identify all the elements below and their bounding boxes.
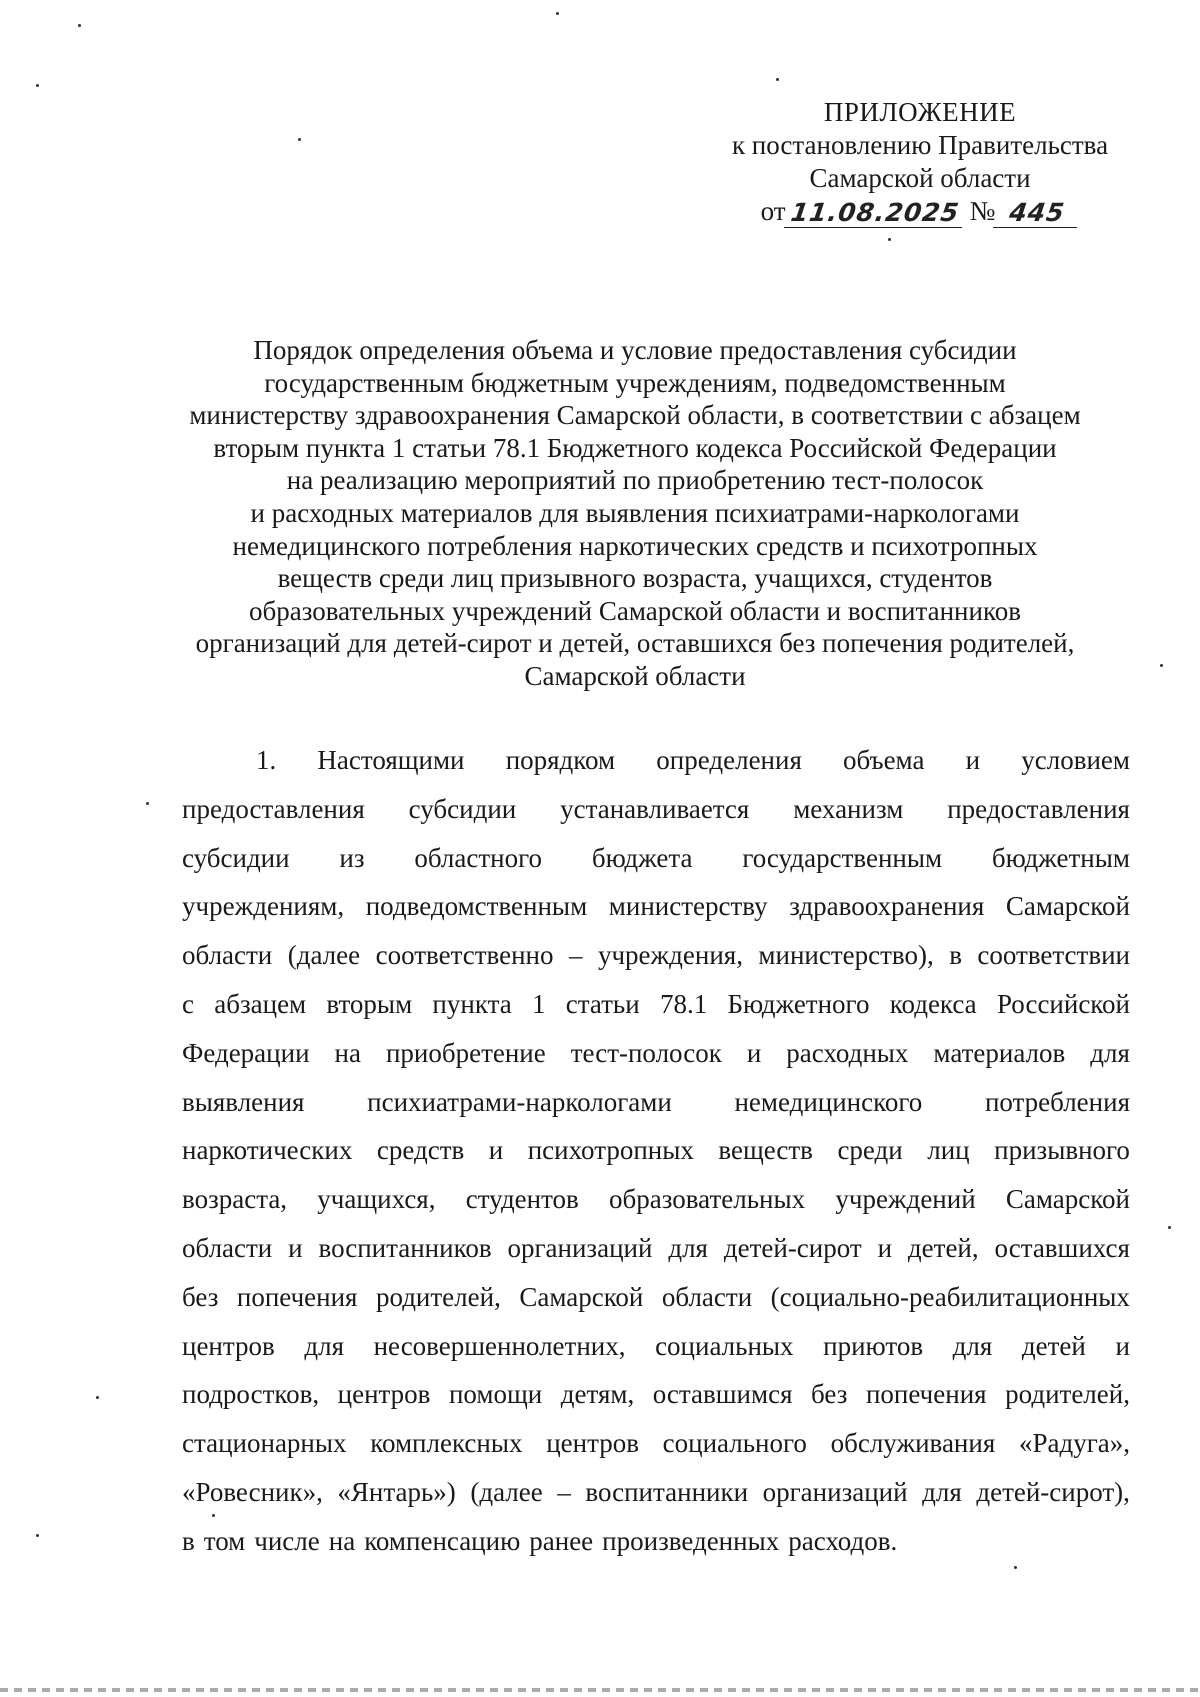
handwritten-number: 445	[993, 199, 1081, 228]
body-line	[182, 834, 1130, 883]
body-word: на	[328, 1525, 356, 1556]
body-word: центров	[182, 1330, 275, 1361]
body-word: социальных	[655, 1330, 794, 1361]
body-paragraph	[182, 736, 1130, 1566]
body-word: в	[182, 1525, 195, 1556]
body-line	[182, 1078, 1130, 1127]
scan-speck	[36, 1534, 39, 1537]
number-prefix: №	[969, 196, 996, 226]
body-word: материалов	[933, 1037, 1066, 1068]
appendix-title: ПРИЛОЖЕНИЕ	[823, 97, 1017, 127]
body-word: для	[952, 1330, 993, 1361]
scan-speck	[146, 802, 149, 805]
body-word: абзацем	[214, 988, 307, 1019]
body-word: подведомственным	[365, 891, 588, 922]
body-word: из	[339, 842, 365, 873]
scan-speck	[96, 1396, 99, 1399]
body-word: обслуживания	[830, 1428, 996, 1459]
body-word: бюджетным	[991, 842, 1130, 873]
body-word: расходов.	[788, 1525, 898, 1556]
body-word: соответствии	[977, 940, 1130, 971]
body-word: пункта	[432, 988, 512, 1019]
body-word: родителей,	[1005, 1379, 1130, 1410]
body-word: воспитанники	[585, 1476, 749, 1507]
body-line	[182, 1468, 1130, 1517]
body-word: без	[811, 1379, 848, 1410]
scan-speck	[212, 1514, 215, 1517]
scan-speck	[1014, 1566, 1017, 1569]
body-word: 1	[531, 988, 546, 1019]
appendix-reference-line2: Самарской области	[809, 163, 1031, 193]
body-word: министерству	[608, 891, 768, 922]
body-word: «Ровесник»,	[182, 1476, 323, 1507]
body-line	[182, 931, 1130, 980]
body-word: области	[182, 940, 273, 971]
date-number-line	[700, 195, 1140, 228]
scan-speck	[36, 84, 39, 87]
body-word: психотропных	[527, 1135, 694, 1166]
body-word: государственным	[742, 842, 943, 873]
body-word: детей-сирот	[723, 1232, 862, 1263]
body-word: центров	[337, 1379, 431, 1410]
body-word: порядком	[505, 745, 616, 775]
body-word: министерство),	[758, 940, 934, 971]
body-word: для	[922, 1476, 962, 1507]
body-word: условием	[1021, 745, 1130, 775]
body-word: родителей,	[375, 1281, 501, 1312]
body-line	[182, 1322, 1130, 1371]
body-line	[182, 1175, 1130, 1224]
body-word: определения	[656, 745, 802, 775]
body-word: воспитанников	[318, 1232, 492, 1263]
body-word: областного	[414, 842, 543, 873]
body-word: с	[182, 988, 194, 1019]
body-line	[182, 1273, 1130, 1322]
body-word: средств	[376, 1135, 465, 1166]
body-word: (далее	[287, 940, 361, 971]
body-word: веществ	[718, 1135, 813, 1166]
body-word: Бюджетного	[727, 988, 870, 1019]
body-word: Российской	[996, 988, 1130, 1019]
body-word: для	[1090, 1037, 1130, 1068]
body-word: социального	[662, 1428, 807, 1459]
body-line	[182, 1370, 1130, 1419]
scan-speck	[298, 138, 301, 141]
body-word: области	[661, 1281, 753, 1312]
body-word: (далее	[470, 1476, 543, 1507]
title-line: и расходных материалов для выявления психиатрами-наркологами	[250, 497, 1020, 528]
scan-speck	[1160, 664, 1163, 667]
scan-speck	[1168, 1226, 1171, 1229]
body-word: организаций	[507, 1232, 653, 1263]
body-word: статьи	[565, 988, 640, 1019]
body-word: механизм	[793, 793, 904, 824]
title-line: организаций для детей-сирот и детей, оставшихся без попечения родителей,	[195, 628, 1075, 659]
body-word: образовательных	[609, 1184, 806, 1215]
body-word: учащихся,	[317, 1184, 436, 1215]
scan-speck	[556, 12, 559, 15]
body-line	[182, 1419, 1130, 1468]
body-word: устанавливается	[560, 793, 750, 824]
body-word: психиатрами-наркологами	[367, 1086, 672, 1117]
body-word: –	[557, 1476, 571, 1507]
body-word: субсидии	[408, 793, 517, 824]
body-word: организаций	[762, 1476, 908, 1507]
body-word: студентов	[465, 1184, 579, 1215]
body-word: оставшихся	[994, 1232, 1130, 1263]
body-word: Самарской	[1005, 891, 1130, 922]
body-word: приобретение	[385, 1037, 546, 1068]
body-word: предоставления	[182, 793, 365, 824]
body-line	[182, 1224, 1130, 1273]
body-word: детей,	[907, 1232, 979, 1263]
body-word: области	[182, 1232, 273, 1263]
body-word: приютов	[823, 1330, 924, 1361]
scan-speck	[888, 238, 891, 241]
body-word: Самарской	[519, 1281, 644, 1312]
scan-speck	[78, 24, 81, 27]
body-word: «Радуга»,	[1018, 1428, 1130, 1459]
scan-speck	[776, 78, 779, 81]
body-word: субсидии	[182, 842, 290, 873]
body-word: среди	[837, 1135, 903, 1166]
body-word: числе	[254, 1525, 320, 1556]
body-line	[182, 1517, 1130, 1566]
body-word: детей	[1021, 1330, 1086, 1361]
body-word: объема	[843, 745, 925, 775]
body-word: здравоохранения	[789, 891, 985, 922]
handwritten-date: 11.08.2025	[784, 199, 966, 228]
title-line: на реализацию мероприятий по приобретению тест-полосок	[286, 465, 984, 496]
body-word: Настоящими	[317, 745, 465, 775]
body-word: несовершеннолетних,	[373, 1330, 626, 1361]
appendix-reference-line1: к постановлению Правительства	[731, 130, 1109, 160]
body-word: комплексных	[370, 1428, 523, 1459]
body-word: вторым	[326, 988, 413, 1019]
body-line	[182, 980, 1130, 1029]
title-line: вторым пункта 1 статьи 78.1 Бюджетного кодекса Российской Федерации	[213, 432, 1057, 463]
body-word: Самарской	[1005, 1184, 1130, 1215]
title-line: веществ среди лиц призывного возраста, учащихся, студентов	[277, 563, 993, 594]
body-word: и	[488, 1135, 504, 1166]
body-word: произведенных	[602, 1525, 780, 1556]
body-line	[182, 736, 1130, 785]
body-line	[182, 1126, 1130, 1175]
body-word: 78.1	[659, 988, 708, 1019]
body-word: центров	[546, 1428, 639, 1459]
body-word: немедицинского	[734, 1086, 923, 1117]
body-word: попечения	[865, 1379, 987, 1410]
body-word: (социально-реабилитационных	[770, 1281, 1130, 1312]
appendix-header	[700, 96, 1140, 228]
body-word: лиц	[927, 1135, 970, 1166]
body-word: кодекса	[889, 988, 977, 1019]
document-title	[140, 334, 1130, 693]
body-word: детей-сирот),	[976, 1476, 1130, 1507]
body-word: том	[203, 1525, 246, 1556]
body-line	[182, 785, 1130, 834]
body-word: выявления	[182, 1086, 305, 1117]
body-word: «Янтарь»)	[337, 1476, 456, 1507]
title-line: Порядок определения объема и условие предоставления субсидии	[253, 335, 1017, 365]
body-word: учреждения,	[597, 940, 743, 971]
body-word: соответственно	[375, 940, 554, 971]
body-word: ранее	[529, 1525, 594, 1556]
body-line	[182, 1029, 1130, 1078]
body-word: учреждений	[835, 1184, 976, 1215]
body-word: расходных	[786, 1037, 909, 1068]
title-line: министерству здравоохранения Самарской области, в соответствии с абзацем	[189, 400, 1081, 431]
body-word: попечения	[236, 1281, 358, 1312]
body-word: стационарных	[182, 1428, 347, 1459]
title-line: немедицинского потребления наркотических средств и психотропных	[232, 530, 1038, 561]
body-word: в	[949, 940, 962, 971]
body-word: предоставления	[947, 793, 1130, 824]
body-word: помощи	[448, 1379, 543, 1410]
body-word: и	[877, 1232, 893, 1263]
body-word: компенсацию	[364, 1525, 521, 1556]
body-line	[182, 882, 1130, 931]
body-word: Федерации	[182, 1037, 310, 1068]
body-word: призывного	[994, 1135, 1130, 1166]
body-word: и	[1115, 1330, 1130, 1361]
title-line: государственным бюджетным учреждениям, подведомственным	[264, 367, 1006, 398]
date-prefix: от	[760, 196, 786, 226]
body-word: наркотических	[182, 1135, 353, 1166]
body-word: и	[746, 1037, 762, 1068]
body-word: возраста,	[182, 1184, 288, 1215]
body-word: и	[288, 1232, 303, 1263]
title-line: Самарской области	[524, 660, 746, 691]
body-word: –	[568, 940, 583, 971]
body-word: оставшимся	[652, 1379, 793, 1410]
body-word: без	[182, 1281, 219, 1312]
body-word: учреждениям,	[182, 891, 345, 922]
body-word: 1.	[256, 745, 277, 775]
body-word: для	[304, 1330, 344, 1361]
body-word: тест-полосок	[570, 1037, 722, 1068]
body-word: бюджета	[591, 842, 693, 873]
body-word: детям,	[560, 1379, 635, 1410]
body-word: подростков,	[182, 1379, 320, 1410]
body-word: потребления	[984, 1086, 1130, 1117]
title-line: образовательных учреждений Самарской области и воспитанников	[249, 595, 1021, 626]
body-word: и	[965, 745, 981, 775]
body-word: для	[668, 1232, 708, 1263]
body-word: на	[334, 1037, 361, 1068]
scan-edge	[0, 1688, 1200, 1692]
